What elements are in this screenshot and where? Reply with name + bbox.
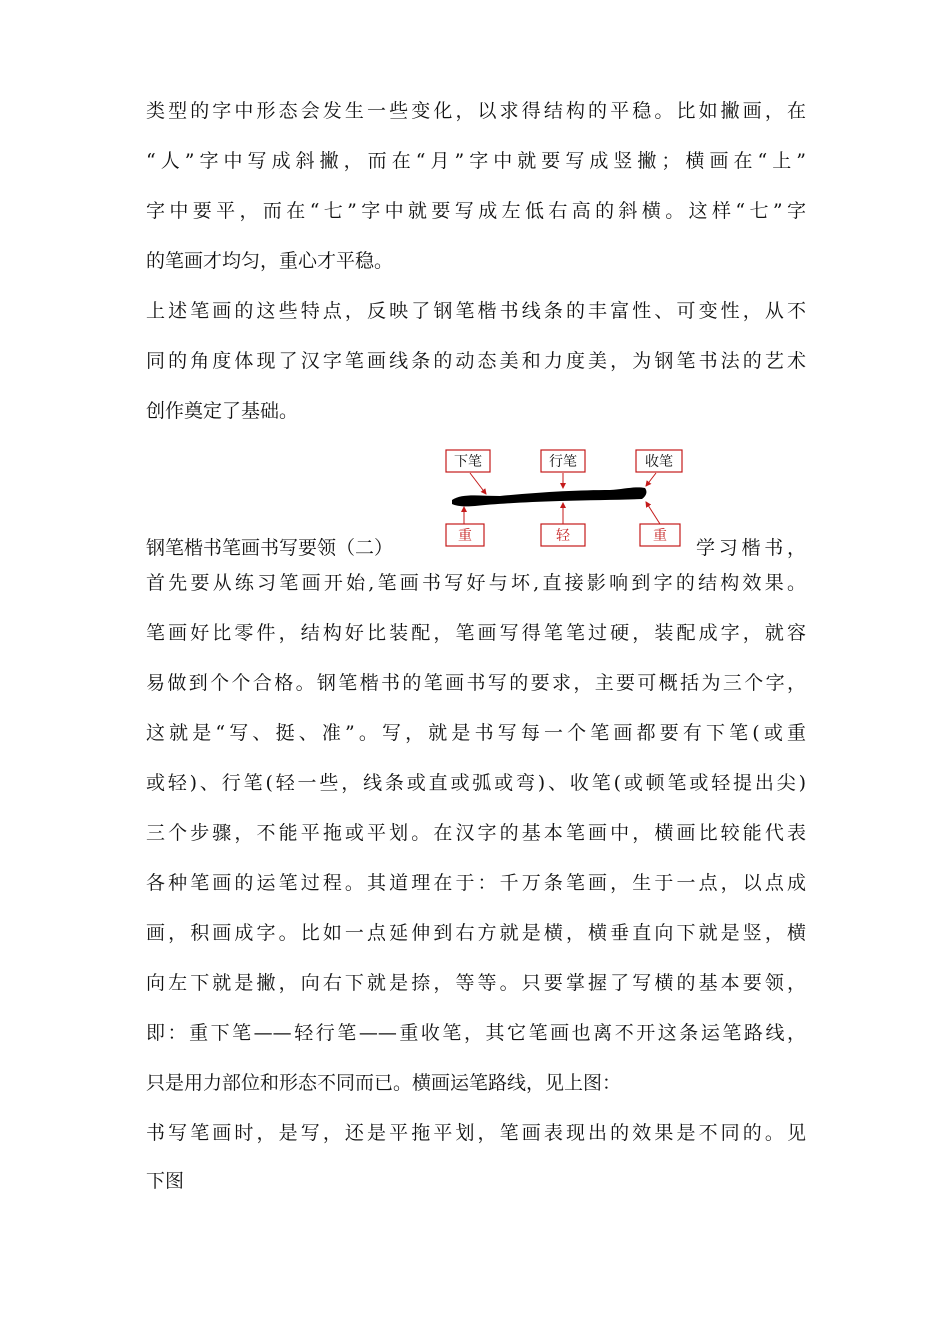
text-line: 下图 xyxy=(146,1170,185,1192)
text-line: 三个步骤，不能平拖或平划。在汉字的基本笔画中，横画比较能代表 xyxy=(146,822,806,844)
text-line: 向左下就是撇，向右下就是捺，等等。只要掌握了写横的基本要领， xyxy=(146,972,806,994)
text-line: 首先要从练习笔画开始,笔画书写好与坏,直接影响到字的结构效果。 xyxy=(146,572,806,594)
text-line: “人”字中写成斜撇，而在“月”字中就要写成竖撇；横画在“上” xyxy=(146,150,806,172)
text-line: 创作奠定了基础。 xyxy=(146,400,299,422)
arrow-zhong-right xyxy=(646,502,660,524)
inline-text-after-figure: 学习楷书， xyxy=(696,537,806,559)
text-line: 易做到个个合格。钢笔楷书的笔画书写的要求，主要可概括为三个字， xyxy=(146,672,806,694)
arrow-xiabi xyxy=(470,473,486,494)
text-line: 同的角度体现了汉字笔画线条的动态美和力度美，为钢笔书法的艺术 xyxy=(146,350,806,372)
label-xingbi: 行笔 xyxy=(549,454,577,470)
stroke-diagram-svg xyxy=(440,446,690,552)
label-zhong-left: 重 xyxy=(458,528,472,544)
text-line: 画，积画成字。比如一点延伸到右方就是横，横垂直向下就是竖，横 xyxy=(146,922,806,944)
label-box-zhong-right xyxy=(640,524,680,546)
text-line: 字中要平，而在“七”字中就要写成左低右高的斜横。这样“七”字 xyxy=(146,200,806,222)
text-line: 笔画好比零件，结构好比装配，笔画写得笔笔过硬，装配成字，就容 xyxy=(146,622,806,644)
label-box-qing xyxy=(541,524,585,546)
label-zhong-right: 重 xyxy=(653,528,667,544)
text-line: 类型的字中形态会发生一些变化，以求得结构的平稳。比如撇画，在 xyxy=(146,100,806,122)
label-shoubi: 收笔 xyxy=(645,454,673,470)
text-line: 这就是“写、挺、准”。写，就是书写每一个笔画都要有下笔(或重 xyxy=(146,722,806,744)
stroke-diagram xyxy=(440,446,690,552)
text-line: 各种笔画的运笔过程。其道理在于：千万条笔画，生于一点，以点成 xyxy=(146,872,806,894)
label-box-xiabi xyxy=(446,450,490,472)
text-line: 书写笔画时，是写，还是平拖平划，笔画表现出的效果是不同的。见 xyxy=(146,1122,806,1144)
arrow-shoubi xyxy=(646,473,656,486)
label-box-shoubi xyxy=(636,450,682,472)
label-box-xingbi xyxy=(541,450,585,472)
text-line: 即：重下笔——轻行笔——重收笔，其它笔画也离不开这条运笔路线， xyxy=(146,1022,806,1044)
brush-stroke xyxy=(452,487,646,506)
section-heading: 钢笔楷书笔画书写要领（二） xyxy=(146,537,394,559)
text-line: 只是用力部位和形态不同而已。横画运笔路线，见上图： xyxy=(146,1072,622,1094)
text-line: 或轻)、行笔(轻一些，线条或直或弧或弯)、收笔(或顿笔或轻提出尖) xyxy=(146,772,806,794)
label-box-zhong-left xyxy=(446,524,484,546)
label-xiabi: 下笔 xyxy=(454,454,482,470)
text-line: 上述笔画的这些特点，反映了钢笔楷书线条的丰富性、可变性，从不 xyxy=(146,300,806,322)
text-line: 的笔画才均匀，重心才平稳。 xyxy=(146,250,394,272)
label-qing: 轻 xyxy=(556,528,570,544)
